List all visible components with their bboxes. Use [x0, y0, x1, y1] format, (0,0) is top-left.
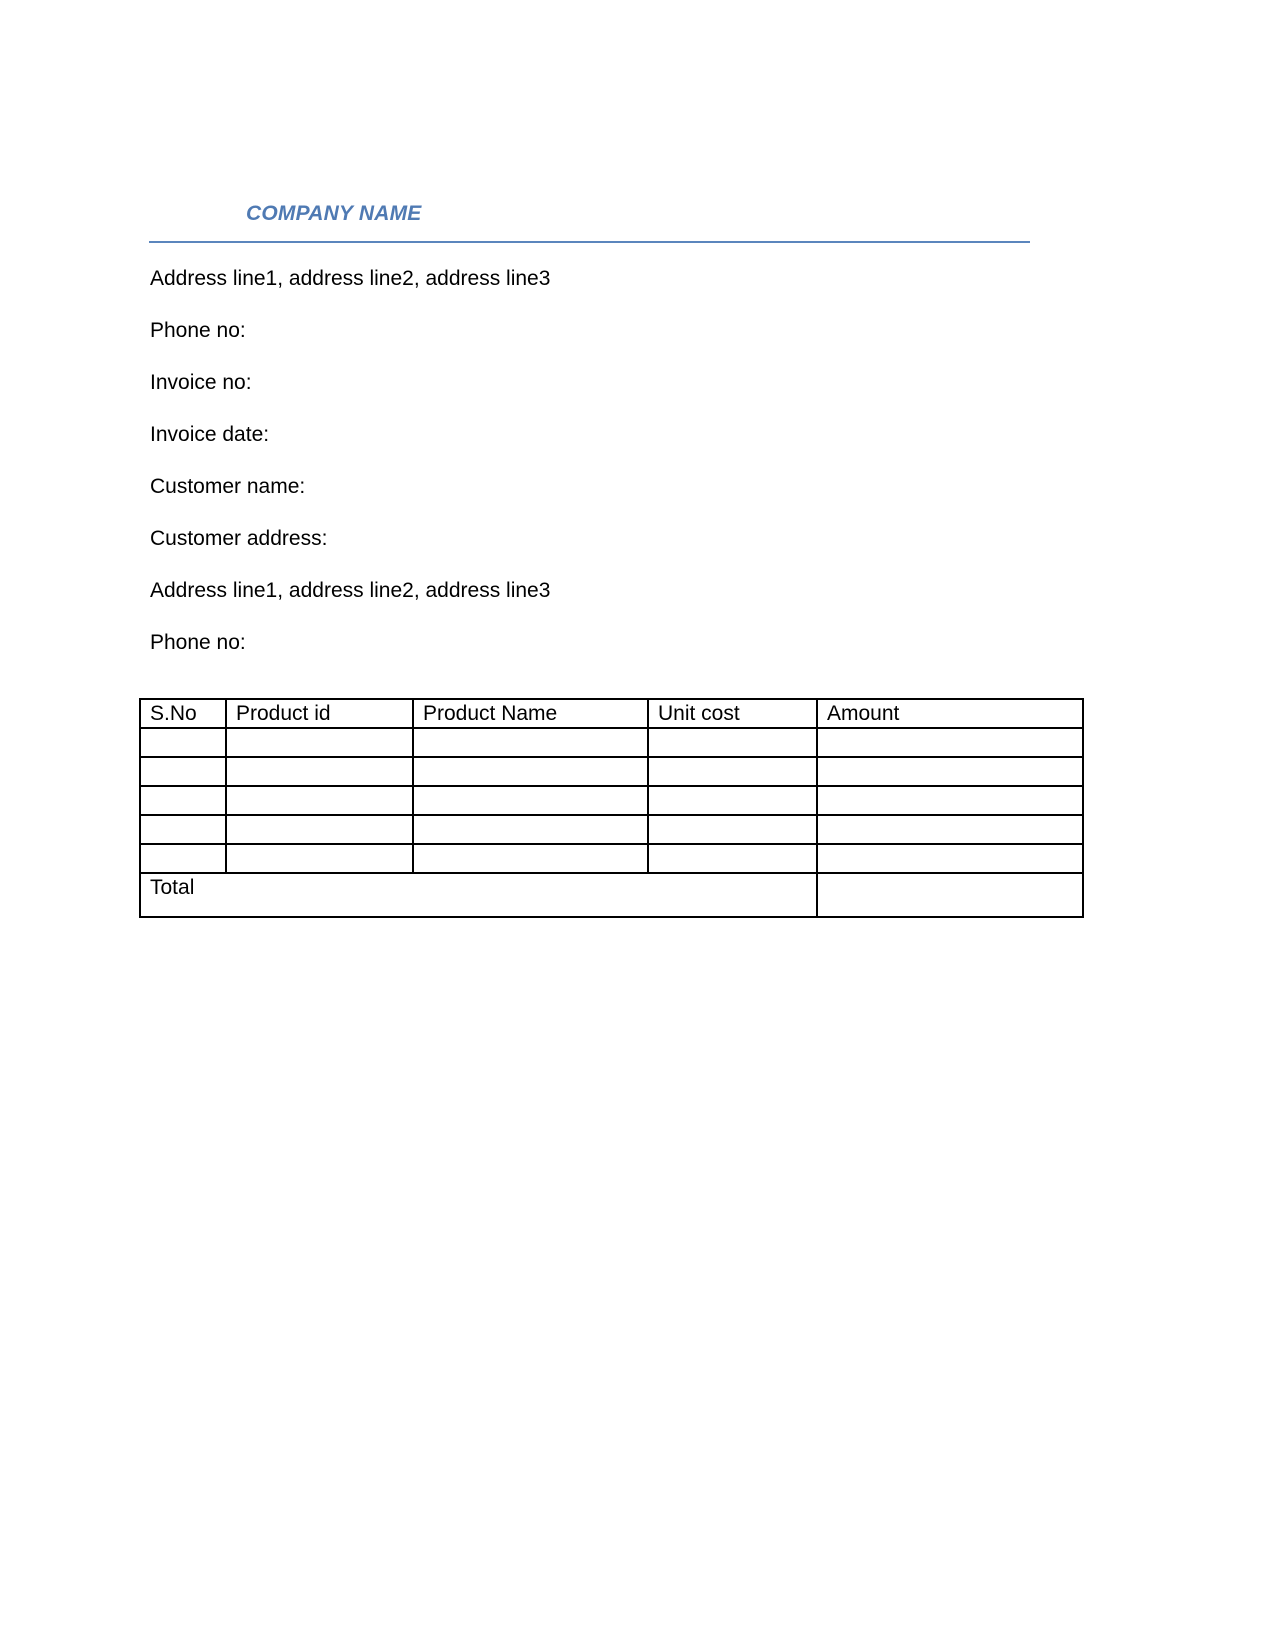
customer-name-label: Customer name:: [150, 475, 306, 498]
company-phone-label: Phone no:: [150, 319, 246, 342]
total-label: Total: [140, 873, 817, 917]
table-cell: [648, 844, 817, 873]
table-cell: [648, 757, 817, 786]
column-header-sno: S.No: [140, 699, 226, 728]
column-header-product-name: Product Name: [413, 699, 648, 728]
company-name: COMPANY NAME: [246, 202, 422, 225]
table-cell: [140, 728, 226, 757]
invoice-date-label: Invoice date:: [150, 423, 270, 446]
table-cell: [413, 815, 648, 844]
table-cell: [817, 815, 1083, 844]
table-row: [140, 728, 1083, 757]
table-cell: [226, 728, 413, 757]
table-cell: [413, 757, 648, 786]
customer-phone-label: Phone no:: [150, 631, 246, 654]
column-header-product-id: Product id: [226, 699, 413, 728]
table-cell: [413, 786, 648, 815]
column-header-amount: Amount: [817, 699, 1083, 728]
table-cell: [226, 757, 413, 786]
customer-address: Address line1, address line2, address line3: [150, 579, 551, 602]
table-cell: [140, 815, 226, 844]
table-row: [140, 844, 1083, 873]
column-header-unit-cost: Unit cost: [648, 699, 817, 728]
table-cell: [648, 786, 817, 815]
table-cell: [817, 757, 1083, 786]
table-cell: [817, 786, 1083, 815]
table-cell: [140, 844, 226, 873]
table-cell: [648, 728, 817, 757]
company-address: Address line1, address line2, address line3: [150, 267, 551, 290]
table-cell: [817, 844, 1083, 873]
customer-address-label: Customer address:: [150, 527, 328, 550]
table-cell: [226, 815, 413, 844]
table-row: [140, 757, 1083, 786]
invoice-items-table: [139, 698, 1084, 918]
table-header-row: [140, 699, 1083, 728]
total-value: [817, 873, 1083, 917]
title-underline: [149, 241, 1030, 243]
table-cell: [140, 786, 226, 815]
table-cell: [413, 844, 648, 873]
table-total-row: [140, 873, 1083, 917]
table-cell: [413, 728, 648, 757]
table-row: [140, 786, 1083, 815]
table-cell: [817, 728, 1083, 757]
invoice-number-label: Invoice no:: [150, 371, 252, 394]
table-cell: [140, 757, 226, 786]
table-cell: [648, 815, 817, 844]
table-cell: [226, 844, 413, 873]
table-cell: [226, 786, 413, 815]
table-row: [140, 815, 1083, 844]
